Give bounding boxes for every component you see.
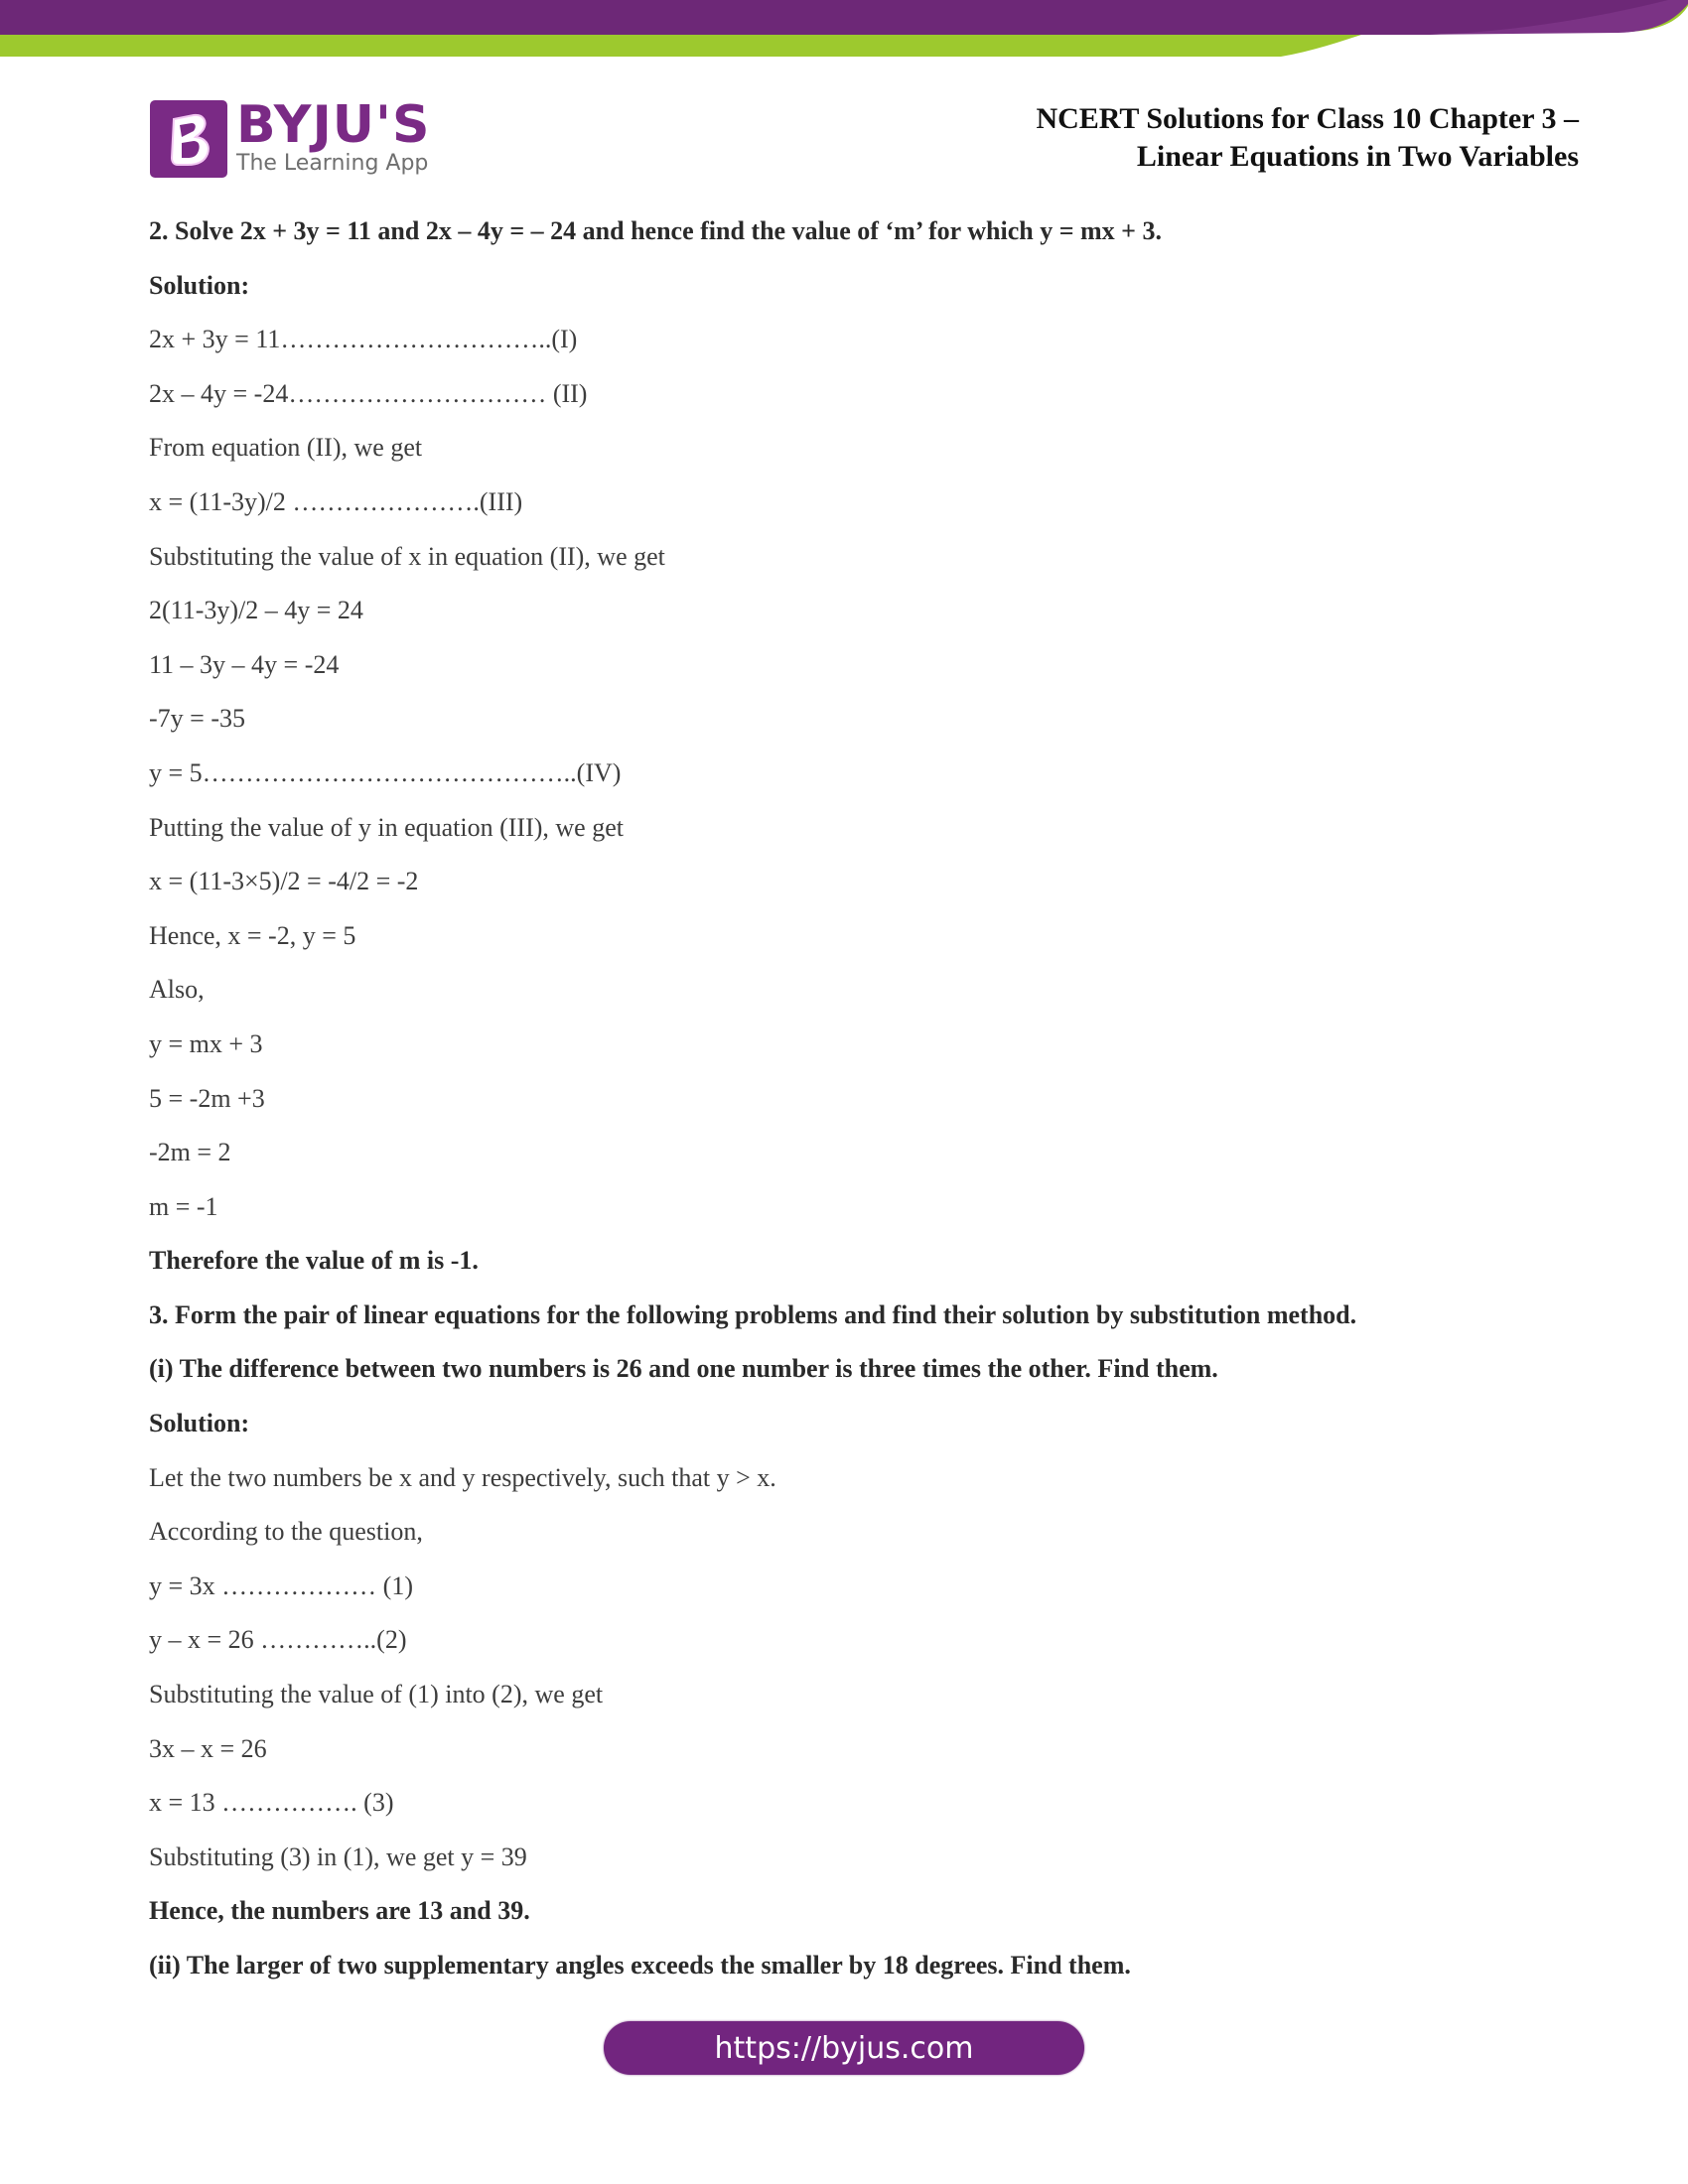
equation-line: -2m = 2 <box>149 1138 231 1167</box>
equation-line: x = (11-3y)/2 ………………….(III) <box>149 486 523 516</box>
byjus-website-link[interactable]: https://byjus.com <box>604 2021 1084 2075</box>
brand-tagline: The Learning App <box>236 151 429 176</box>
equation-line: m = -1 <box>149 1191 218 1221</box>
solution-content <box>149 210 1579 1999</box>
document-title-line-1: NCERT Solutions for Class 10 Chapter 3 – <box>1036 102 1579 135</box>
explanation-line: Putting the value of y in equation (III), we get <box>149 812 624 842</box>
question-3-part-i: (i) The difference between two numbers is 26 and one number is three times the other. Find them. <box>149 1354 1218 1384</box>
equation-line: -7y = -35 <box>149 704 245 734</box>
equation-line: 11 – 3y – 4y = -24 <box>149 649 340 679</box>
solution-label: Solution: <box>149 270 250 300</box>
equation-line: 2x + 3y = 11…………………………..(I) <box>149 325 578 354</box>
equation-line: x = 13 ……………. (3) <box>149 1788 394 1818</box>
conclusion-line: Therefore the value of m is -1. <box>149 1246 479 1276</box>
equation-line: 2x – 4y = -24………………………… (II) <box>149 378 588 408</box>
equation-line: 3x – x = 26 <box>149 1733 267 1763</box>
byjus-b-logo-icon <box>150 100 227 178</box>
equation-line: y = 5……………………………………..(IV) <box>149 757 622 787</box>
explanation-line: Substituting the value of (1) into (2), we get <box>149 1680 604 1709</box>
document-title-line-2: Linear Equations in Two Variables <box>1136 140 1579 173</box>
equation-line: x = (11-3×5)/2 = -4/2 = -2 <box>149 867 419 896</box>
equation-line: 2(11-3y)/2 – 4y = 24 <box>149 596 363 625</box>
result-line: Hence, x = -2, y = 5 <box>149 920 356 950</box>
explanation-line: Let the two numbers be x and y respectively, such that y > x. <box>149 1462 776 1492</box>
byjus-logo <box>149 95 447 181</box>
equation-line: y = mx + 3 <box>149 1028 263 1058</box>
explanation-line: From equation (II), we get <box>149 433 423 463</box>
question-3-part-ii: (ii) The larger of two supplementary angles exceeds the smaller by 18 degrees. Find them. <box>149 1951 1131 1979</box>
explanation-line: Substituting the value of x in equation (II), we get <box>149 541 665 571</box>
top-banner-decoration <box>0 0 1688 60</box>
question-3-heading: 3. Form the pair of linear equations for the following problems and find their solution by substitution method. <box>149 1299 1357 1329</box>
solution-label: Solution: <box>149 1409 250 1438</box>
equation-line: y = 3x ……………… (1) <box>149 1570 413 1600</box>
brand-name: BYJU'S <box>236 95 431 155</box>
conclusion-line: Hence, the numbers are 13 and 39. <box>149 1896 530 1926</box>
equation-line: 5 = -2m +3 <box>149 1083 265 1113</box>
question-2-heading: 2. Solve 2x + 3y = 11 and 2x – 4y = – 24 and hence find the value of ‘m’ for which y = mx + 3. <box>149 216 1162 245</box>
explanation-line: Substituting (3) in (1), we get y = 39 <box>149 1842 527 1871</box>
explanation-line: Also, <box>149 975 205 1005</box>
explanation-line: According to the question, <box>149 1517 423 1547</box>
document-title <box>1036 100 1579 176</box>
equation-line: y – x = 26 …………..(2) <box>149 1625 407 1655</box>
